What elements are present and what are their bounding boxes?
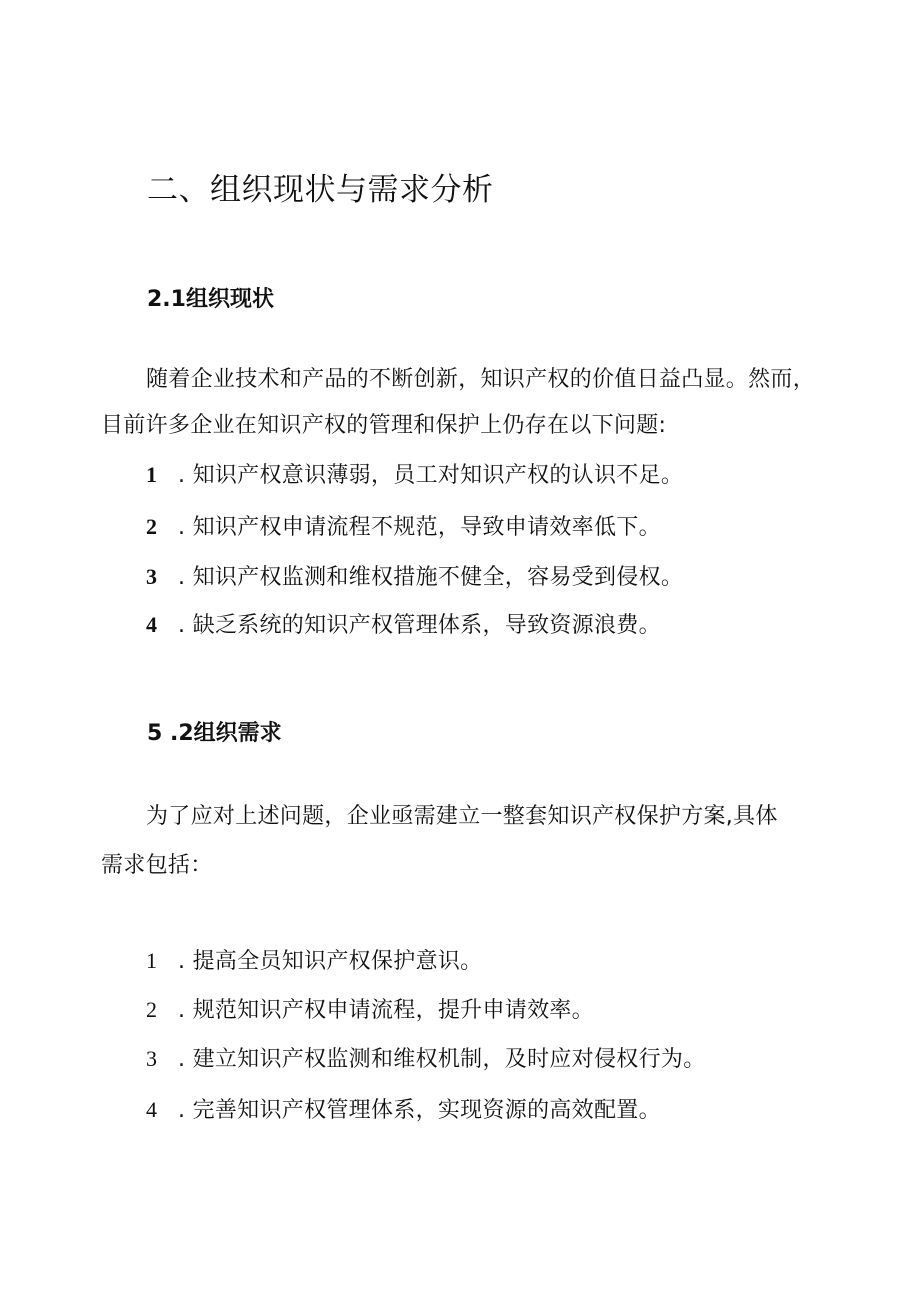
list-item-number: 2: [146, 997, 158, 1022]
list-item: [146, 994, 594, 1027]
list-item-text: . 规范知识产权申请流程，提升申请效率。: [178, 998, 594, 1023]
list-item-text: . 知识产权意识薄弱，员工对知识产权的认识不足。: [178, 463, 684, 488]
list-item: [146, 1094, 661, 1127]
section1-intro-line2: 目前许多企业在知识产权的管理和保护上仍存在以下问题:: [101, 413, 667, 438]
list-item-text: . 知识产权申请流程不规范，导致申请效率低下。: [178, 515, 661, 540]
list-item-text: . 提高全员知识产权保护意识。: [178, 949, 483, 974]
list-item: [146, 561, 683, 594]
list-item-text: . 建立知识产权监测和维权机制，及时应对侵权行为。: [178, 1047, 706, 1072]
section2-intro-line1: 为了应对上述问题，企业亟需建立一整套知识产权保护方案,具体: [146, 804, 778, 829]
section-title-needs: 5 .2组织需求: [147, 721, 282, 746]
list-item: [146, 511, 661, 544]
list-item: [146, 945, 483, 978]
list-item-number: 1: [146, 948, 158, 973]
list-item-text: . 缺乏系统的知识产权管理体系，导致资源浪费。: [178, 613, 661, 638]
list-item: [146, 459, 683, 492]
list-item-number: 1: [146, 462, 158, 487]
list-item-text: . 知识产权监测和维权措施不健全，容易受到侵权。: [178, 565, 684, 590]
list-item-text: . 完善知识产权管理体系，实现资源的高效配置。: [178, 1098, 661, 1123]
list-item: [146, 609, 661, 642]
list-item-number: 2: [146, 514, 158, 539]
section-title-current-status: 2.1组织现状: [147, 287, 274, 312]
page-heading: 二、组织现状与需求分析: [147, 172, 494, 208]
list-item-number: 3: [146, 1046, 158, 1071]
list-item-number: 3: [146, 564, 158, 589]
list-item: [146, 1043, 706, 1076]
section1-intro-line1: 随着企业技术和产品的不断创新，知识产权的价值日益凸显。然而，: [146, 367, 816, 392]
section2-intro-line2: 需求包括：: [101, 853, 213, 878]
list-item-number: 4: [146, 612, 158, 637]
list-item-number: 4: [146, 1097, 158, 1122]
